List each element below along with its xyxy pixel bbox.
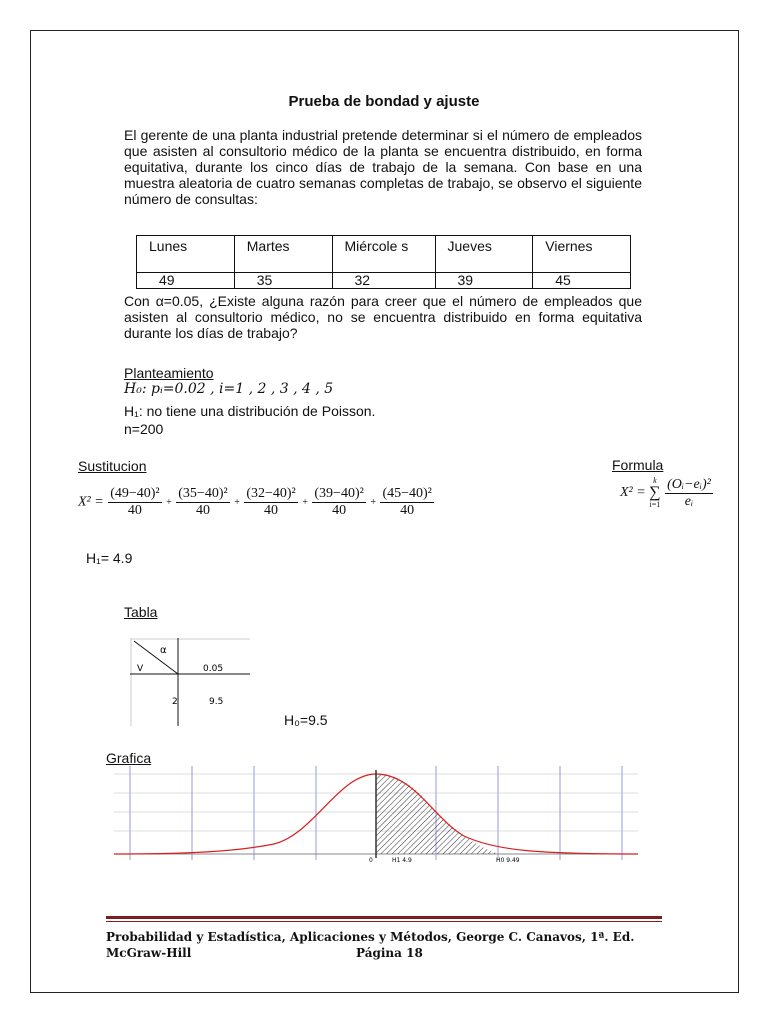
table-header-row — [137, 236, 631, 273]
table-header-cell: Miércole s — [332, 236, 435, 273]
table-cell: 32 — [332, 273, 435, 289]
h1-result: H₁= 4.9 — [86, 550, 133, 566]
distribution-chart — [114, 764, 638, 864]
table-header-cell: Martes — [234, 236, 332, 273]
table-header-cell: Lunes — [137, 236, 235, 273]
equation-lhs: X² = — [78, 494, 104, 510]
fraction-term: $\frac{\text{(35−40)²}}{40}$ — [178, 486, 228, 518]
footer-divider-thin — [106, 921, 662, 922]
fraction-term: $\frac{\text{(45−40)²}}{40}$ — [382, 486, 432, 518]
formula-fraction: $\frac{\text{(Oᵢ−eᵢ)²}}{\text{eᵢ}}$ — [667, 476, 711, 509]
v-value: 2 — [172, 697, 178, 707]
question-paragraph: Con α=0.05, ¿Existe alguna razón para creer que el número de empleados que asisten al consultorio médico, no se encuentra distribuido en forma equitativa durante los días de trabajo? — [124, 293, 642, 341]
label-h0: H0 9.49 — [496, 857, 520, 864]
label-h1: H1 4.9 — [392, 857, 412, 864]
page-title: Prueba de bondad y ajuste — [288, 93, 480, 110]
planteamiento-heading: Planteamiento — [124, 365, 214, 381]
sum-symbol: k ∑ i=1 — [649, 476, 661, 509]
table-cell: 39 — [435, 273, 533, 289]
fraction-term: $\frac{\text{(39−40)²}}{40}$ — [314, 486, 364, 518]
fraction-term: $\frac{\text{(49−40)²}}{40}$ — [110, 486, 160, 518]
footer-page-number: Página 18 — [356, 946, 423, 960]
footer-publisher: McGraw-Hill — [106, 946, 192, 960]
h1-hypothesis: H₁: no tiene una distribución de Poisson. — [124, 403, 376, 419]
footer-divider-thick — [106, 916, 662, 919]
table-cell: 35 — [234, 273, 332, 289]
v-label: V — [137, 664, 144, 674]
tabla-heading: Tabla — [124, 604, 158, 620]
sustitucion-equation: X² = $\frac{\text{(49−40)²}}{40}$ + $\frac{\text{(35−40)²}}{40}$ + $\frac{\text{(32−40)²}}{40}$ + $\frac{\text{(39−40)²}}{40}$ + $\frac{\text{(45−40)²}}{40}$ — [78, 486, 432, 518]
table-cell: 49 — [137, 273, 235, 289]
formula-heading: Formula — [612, 457, 664, 473]
table-header-cell: Jueves — [435, 236, 533, 273]
h0-hypothesis: H₀: pᵢ=0.02 , i=1 , 2 , 3 , 4 , 5 — [124, 381, 334, 397]
label-zero: 0 — [369, 857, 373, 864]
grafica-heading: Grafica — [106, 750, 152, 766]
footer-citation: Probabilidad y Estadística, Aplicaciones y Métodos, George C. Canavos, 1ª. Ed. — [106, 930, 635, 944]
table-header-cell: Viernes — [533, 236, 631, 273]
alpha-label: α — [160, 645, 167, 656]
consultas-table — [136, 235, 631, 289]
h0-result: H₀=9.5 — [284, 712, 328, 728]
fraction-term: $\frac{\text{(32−40)²}}{40}$ — [246, 486, 296, 518]
table-row — [137, 273, 631, 289]
table-cell: 45 — [533, 273, 631, 289]
alpha-value: 0.05 — [203, 664, 224, 674]
formula-equation — [620, 476, 714, 510]
intro-paragraph: El gerente de una planta industrial pretende determinar si el número de empleados que asisten al consultorio médico de la planta se encuentra distribuido, en forma equitativa, durante los cinco días de trabajo de la semana. Con base en una muestra aleatoria de cuatro semanas completas de trabajo, se observo el siguiente número de consultas: — [124, 127, 642, 207]
formula-lhs: X² = — [620, 485, 646, 500]
critical-value-cell: 9.5 — [209, 697, 224, 707]
chi-square-table-excerpt — [130, 638, 255, 728]
sustitucion-heading: Sustitucion — [78, 458, 147, 474]
sample-size: n=200 — [124, 421, 164, 437]
